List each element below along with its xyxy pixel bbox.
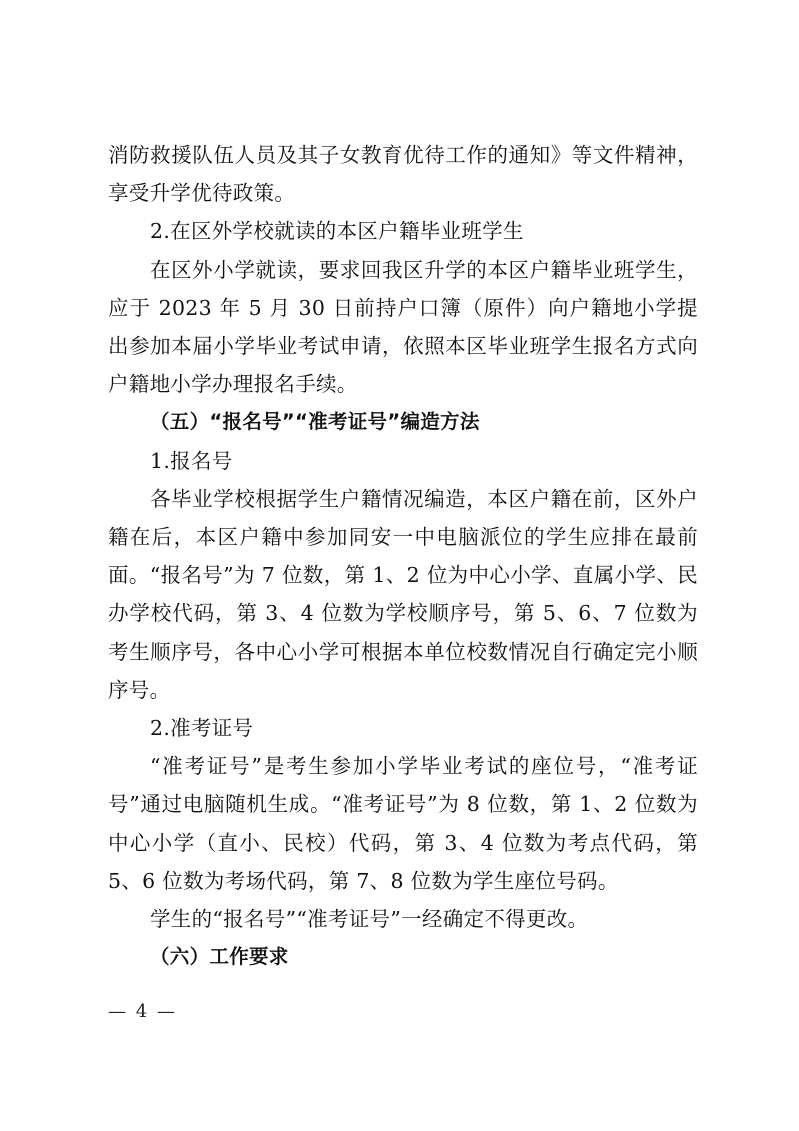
document-body (108, 136, 698, 976)
paragraph-admission-ticket-rules: “准考证号”是考生参加小学毕业考试的座位号，“准考证号”通过电脑随机生成。“准考证号”为 8 位数，第 1、2 位数为中心小学（直小、民校）代码，第 3、4 位数为考点代码，第 5、6 位数为考场代码，第 7、8 位数为学生座位号码。 (108, 754, 698, 893)
paragraph-subheading-registration-number: 1.报名号 (150, 448, 233, 473)
paragraph-policy-continuation: 消防救援队伍人员及其子女教育优待工作的通知》等文件精神，享受升学优待政策。 (108, 143, 698, 206)
paragraph-subheading-admission-ticket: 2.准考证号 (150, 716, 254, 741)
paragraph-no-change-rule: 学生的“报名号”“准考证号”一经确定不得更改。 (150, 907, 589, 932)
paragraph-subheading-out-of-district: 2.在区外学校就读的本区户籍毕业班学生 (150, 219, 524, 244)
paragraph-out-of-district-rules: 在区外小学就读，要求回我区升学的本区户籍毕业班学生，应于 2023 年 5 月 30 日前持户口簿（原件）向户籍地小学提出参加本届小学毕业考试申请，依照本区毕业班学生报名方式向户籍地小学办理报名手续。 (108, 257, 698, 397)
section-heading-work-requirements: （六）工作要求 (150, 945, 289, 969)
page-number: — 4 — (108, 1001, 177, 1022)
paragraph-registration-number-rules: 各毕业学校根据学生户籍情况编造，本区户籍在前，区外户籍在后，本区户籍中参加同安一中电脑派位的学生应排在最前面。“报名号”为 7 位数，第 1、2 位为中心小学、直属小学、民办学校代码，第 3、4 位数为学校顺序号，第 5、6、7 位数为考生顺序号，各中心小学可根据本单位校数情况自行确定完小顺序号。 (108, 486, 698, 702)
section-heading-numbering-method: （五）“报名号”“准考证号”编造方法 (150, 410, 480, 434)
